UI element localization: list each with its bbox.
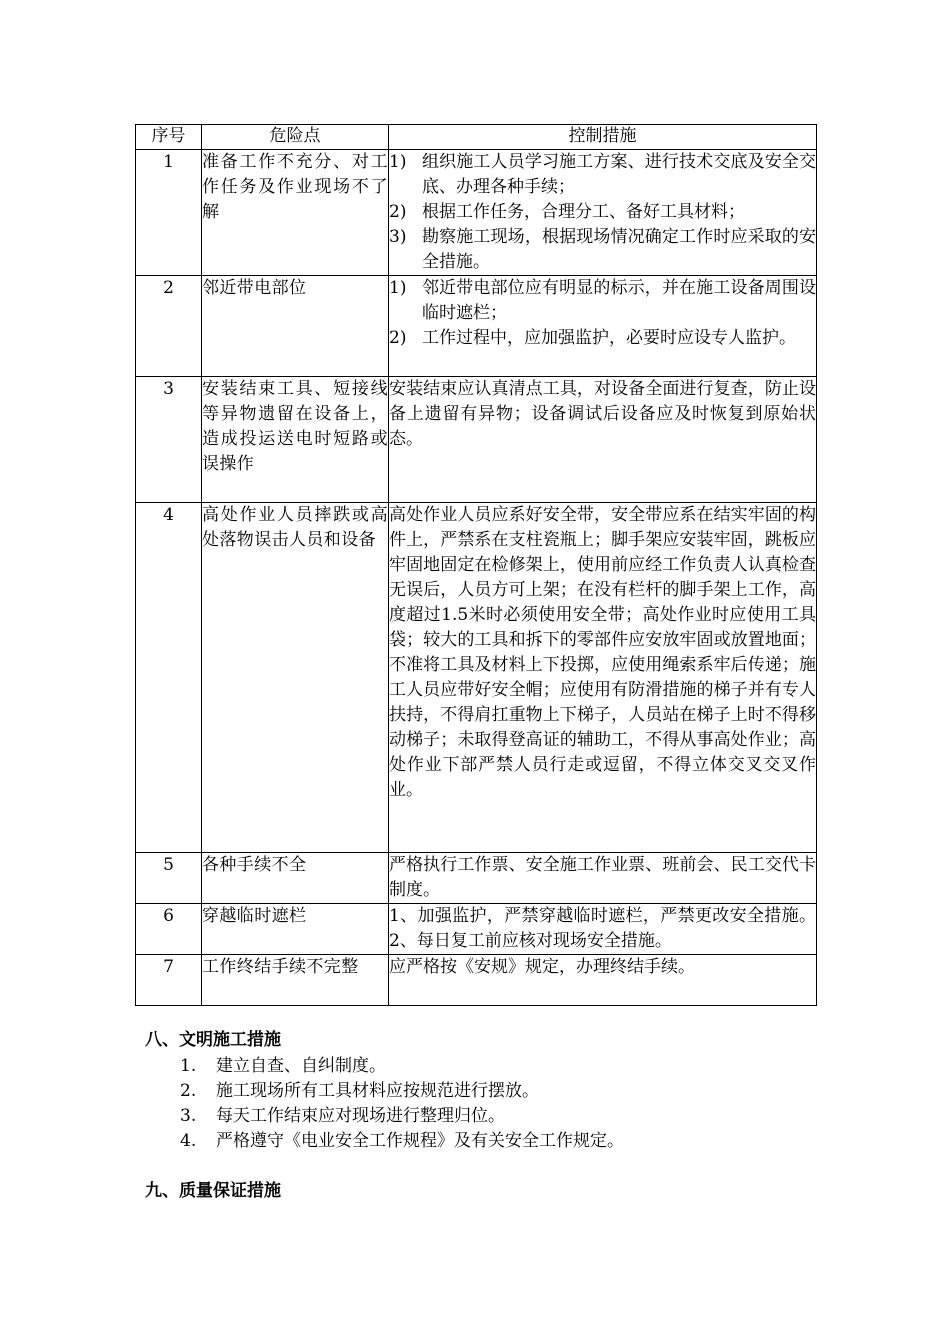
hazard-text: 邻近带电部位: [202, 278, 307, 298]
list-item: [180, 1054, 624, 1079]
hazard-cell: [202, 853, 389, 904]
hazard-cell: [202, 276, 389, 377]
section-9-title: 九、质量保证措施: [145, 1181, 281, 1201]
hazard-text: 安装结束工具、短接线等异物遗留在设备上，造成投运送电时短路或误操作: [202, 379, 388, 474]
measures-cell: [389, 150, 817, 276]
measures-cell: [389, 904, 817, 955]
measure-paragraph: 应严格按《安规》规定，办理终结手续。: [389, 957, 695, 977]
table-row: [136, 276, 817, 377]
row-number: 2: [136, 276, 202, 377]
row-number: 5: [136, 853, 202, 904]
hazard-cell: [202, 955, 389, 1006]
measure-item: [389, 225, 816, 275]
list-text: 严格遵守《电业安全工作规程》及有关安全工作规定。: [216, 1131, 624, 1151]
list-item: [180, 1079, 624, 1104]
measure-number: 1): [389, 152, 407, 172]
measure-text: 组织施工人员学习施工方案、进行技术交底及安全交底、办理各种手续；: [422, 152, 816, 197]
measure-item: [389, 276, 816, 326]
header-serial: 序号: [136, 125, 202, 150]
list-number: 1.: [180, 1056, 197, 1076]
measure-number: 2): [389, 202, 407, 222]
list-text: 建立自查、自纠制度。: [216, 1056, 386, 1076]
list-item: [180, 1129, 624, 1154]
measure-paragraph: 严格执行工作票、安全施工作业票、班前会、民工交代卡制度。: [389, 855, 816, 900]
header-hazard: 危险点: [202, 125, 389, 150]
measures-cell: [389, 503, 817, 853]
measure-item: [389, 150, 816, 200]
table-row: [136, 503, 817, 853]
list-text: 每天工作结束应对现场进行整理归位。: [216, 1106, 505, 1126]
measures-cell: [389, 276, 817, 377]
list-number: 4.: [180, 1131, 197, 1151]
row-number: 6: [136, 904, 202, 955]
measure-item: [389, 326, 816, 351]
measure-text: 勘察施工现场，根据现场情况确定工作时应采取的安全措施。: [422, 227, 816, 272]
table-row: [136, 377, 817, 503]
header-measures: 控制措施: [389, 125, 817, 150]
measure-number: 3): [389, 227, 407, 247]
hazard-cell: [202, 150, 389, 276]
measure-paragraph: 高处作业人员应系好安全带，安全带应系在结实牢固的构件上，严禁系在支柱瓷瓶上；脚手架应安装牢固，跳板应牢固地固定在检修架上，使用前应经工作负责人认真检查无误后，人员方可上架；在没有栏杆的脚手架上工作，高度超过1.5米时必须使用安全带；高处作业时应使用工具袋；较大的工具和拆下的零部件应安放牢固或放置地面；不准将工具及材料上下投掷，应使用绳索系牢后传递；施工人员应带好安全帽；应使用有防滑措施的梯子并有专人扶持，不得肩扛重物上下梯子，人员站在梯子上时不得移动梯子；未取得登高证的辅助工，不得从事高处作业；高处作业下部严禁人员行走或逗留，不得立体交叉交叉作业。: [389, 505, 816, 800]
measure-paragraph: 1、加强监护，严禁穿越临时遮栏，严禁更改安全措施。2、每日复工前应核对现场安全措施。: [389, 906, 816, 951]
table-row: [136, 955, 817, 1006]
list-number: 2.: [180, 1081, 197, 1101]
hazard-text: 穿越临时遮栏: [202, 906, 307, 926]
table-row: [136, 853, 817, 904]
list-item: [180, 1104, 624, 1129]
measure-number: 1): [389, 278, 407, 298]
table-row: [136, 150, 817, 276]
measures-cell: [389, 955, 817, 1006]
list-text: 施工现场所有工具材料应按规范进行摆放。: [216, 1081, 539, 1101]
measures-cell: [389, 853, 817, 904]
row-number: 7: [136, 955, 202, 1006]
measure-item: [389, 200, 816, 225]
row-number: 3: [136, 377, 202, 503]
list-number: 3.: [180, 1106, 197, 1126]
section-8-title: 八、文明施工措施: [145, 1030, 281, 1050]
row-number: 4: [136, 503, 202, 853]
hazard-text: 准备工作不充分、对工作任务及作业现场不了解: [202, 152, 388, 222]
hazard-text: 高处作业人员摔跌或高处落物误击人员和设备: [202, 505, 388, 550]
hazard-text: 工作终结手续不完整: [202, 957, 359, 977]
row-number: 1: [136, 150, 202, 276]
hazard-text: 各种手续不全: [202, 855, 307, 875]
measure-text: 工作过程中，应加强监护，必要时应设专人监护。: [422, 328, 796, 348]
hazard-cell: [202, 904, 389, 955]
table-header-row: [136, 125, 817, 150]
measures-cell: [389, 377, 817, 503]
measure-text: 根据工作任务，合理分工、备好工具材料；: [422, 202, 745, 222]
civilized-construction-list: [180, 1054, 624, 1154]
measure-paragraph: 安装结束应认真清点工具，对设备全面进行复查，防止设备上遗留有异物；设备调试后设备应及时恢复到原始状态。: [389, 379, 816, 449]
table-row: [136, 904, 817, 955]
measure-number: 2): [389, 328, 407, 348]
risk-control-table: [135, 124, 817, 1006]
hazard-cell: [202, 503, 389, 853]
measure-text: 邻近带电部位应有明显的标示，并在施工设备周围设临时遮栏；: [422, 278, 816, 323]
hazard-cell: [202, 377, 389, 503]
